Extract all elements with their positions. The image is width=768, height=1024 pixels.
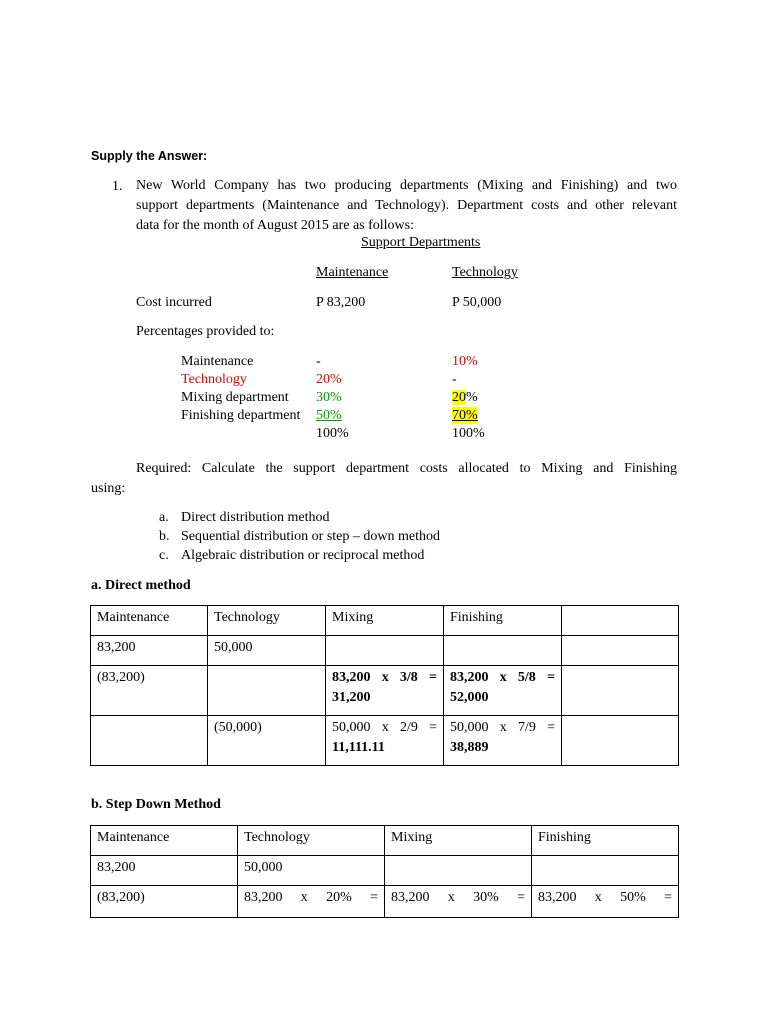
- cell: (50,000): [208, 716, 326, 766]
- cell: (83,200): [91, 886, 238, 918]
- header-cell: Maintenance: [91, 606, 208, 636]
- col-technology-header: Technology: [452, 265, 518, 280]
- cell: [91, 716, 208, 766]
- pct-maint-value: 50%: [316, 408, 342, 423]
- formula-line: [332, 668, 437, 688]
- header-cell: Finishing: [444, 606, 562, 636]
- formula-result: 31,200: [332, 690, 371, 705]
- operator: =: [547, 670, 555, 685]
- formula-line: [244, 888, 378, 908]
- header-cell: Finishing: [532, 826, 679, 856]
- formula-cell: [444, 666, 562, 716]
- cost-technology-value: P 50,000: [452, 295, 502, 310]
- table-header-row: [91, 606, 679, 636]
- statement-line-3: data for the month of August 2015 are as follows:: [136, 218, 415, 233]
- pct-row-label: Mixing department: [181, 390, 289, 405]
- method-letter: c.: [159, 548, 169, 563]
- method-letter: b.: [159, 529, 170, 544]
- table-row: [91, 856, 679, 886]
- cell: (83,200): [91, 666, 208, 716]
- operand: 2/9: [399, 720, 418, 735]
- operator: =: [517, 890, 525, 905]
- header-cell: Mixing: [385, 826, 532, 856]
- operand: 50,000: [332, 720, 371, 735]
- cell: 50,000: [238, 856, 385, 886]
- operand: 50%: [620, 890, 646, 905]
- formula-cell: [532, 886, 679, 918]
- operand: 5/8: [517, 670, 536, 685]
- header-cell: Mixing: [326, 606, 444, 636]
- cell: 83,200: [91, 636, 208, 666]
- operand: 3/8: [399, 670, 418, 685]
- pct-tech-value: [452, 389, 478, 406]
- support-departments-header: Support Departments: [361, 235, 481, 250]
- pct-row-label: Finishing department: [181, 408, 301, 423]
- operator: x: [300, 890, 308, 905]
- header-cell: Technology: [208, 606, 326, 636]
- cost-maintenance-value: P 83,200: [316, 295, 366, 310]
- formula-cell: [326, 666, 444, 716]
- pct-maint-value: -: [316, 354, 321, 369]
- pct-tech-value: 70%: [452, 408, 478, 423]
- operator: =: [429, 670, 437, 685]
- formula-line: [332, 718, 437, 738]
- operator: x: [381, 720, 389, 735]
- section-heading: Supply the Answer:: [91, 149, 208, 163]
- stepdown-method-title: b. Step Down Method: [91, 797, 221, 812]
- cell: [562, 666, 679, 716]
- cell: [208, 666, 326, 716]
- header-cell: Maintenance: [91, 826, 238, 856]
- formula-line: [450, 718, 555, 738]
- operand: 20%: [326, 890, 352, 905]
- col-maintenance-header: Maintenance: [316, 265, 389, 280]
- formula-line: [450, 668, 555, 688]
- operand: 83,200: [538, 890, 577, 905]
- operand: 83,200: [450, 670, 489, 685]
- operator: =: [547, 720, 555, 735]
- percent-sign: %: [466, 390, 478, 405]
- direct-method-title: a. Direct method: [91, 578, 191, 593]
- table-row: [91, 886, 679, 918]
- total-maint-value: 100%: [316, 426, 349, 441]
- pct-maint-value: 20%: [316, 372, 342, 387]
- operand: 30%: [473, 890, 499, 905]
- operand: 83,200: [332, 670, 371, 685]
- highlighted-digits: 20: [452, 390, 466, 405]
- problem-statement: [136, 176, 677, 236]
- table-header-row: [91, 826, 679, 856]
- cell: [385, 856, 532, 886]
- required-line-2: using:: [91, 481, 126, 496]
- pct-row-label: Technology: [181, 372, 247, 387]
- total-tech-value: 100%: [452, 426, 485, 441]
- operand: 50,000: [450, 720, 489, 735]
- formula-cell: [444, 716, 562, 766]
- formula-cell: [238, 886, 385, 918]
- cell: [444, 636, 562, 666]
- cell: [562, 636, 679, 666]
- formula-cell: [326, 716, 444, 766]
- formula-cell: [385, 886, 532, 918]
- operator: =: [664, 890, 672, 905]
- operator: x: [381, 670, 389, 685]
- formula-line: [538, 888, 672, 908]
- cell: [326, 636, 444, 666]
- operator: x: [594, 890, 602, 905]
- operand: 83,200: [391, 890, 430, 905]
- statement-line-2: support departments (Maintenance and Technology). Department costs and other relevant: [136, 198, 677, 213]
- table-row: [91, 666, 679, 716]
- operator: =: [370, 890, 378, 905]
- pct-tech-value: -: [452, 372, 457, 387]
- operand: 7/9: [517, 720, 536, 735]
- required-line-1: Required: Calculate the support department costs allocated to Mixing and Finishing: [136, 461, 677, 476]
- pct-row-label: Maintenance: [181, 354, 254, 369]
- cell: 83,200: [91, 856, 238, 886]
- problem-number: 1.: [112, 179, 123, 194]
- stepdown-method-table: [90, 825, 679, 918]
- operator: x: [499, 670, 507, 685]
- header-cell: [562, 606, 679, 636]
- table-row: [91, 716, 679, 766]
- operator: x: [499, 720, 507, 735]
- operand: 83,200: [244, 890, 283, 905]
- statement-line-1: New World Company has two producing departments (Mixing and Finishing) and two: [136, 178, 677, 193]
- operator: x: [447, 890, 455, 905]
- operator: =: [429, 720, 437, 735]
- cell: [562, 716, 679, 766]
- pct-tech-value: 10%: [452, 354, 478, 369]
- method-letter: a.: [159, 510, 169, 525]
- header-cell: Technology: [238, 826, 385, 856]
- formula-line: [391, 888, 525, 908]
- pct-maint-value: 30%: [316, 390, 342, 405]
- method-item: Algebraic distribution or reciprocal method: [181, 548, 425, 563]
- formula-result: 38,889: [450, 740, 489, 755]
- cost-incurred-label: Cost incurred: [136, 295, 212, 310]
- formula-result: 11,111.11: [332, 740, 385, 755]
- formula-result: 52,000: [450, 690, 489, 705]
- cell: [532, 856, 679, 886]
- cell: 50,000: [208, 636, 326, 666]
- direct-method-table: [90, 605, 679, 766]
- percentages-label: Percentages provided to:: [136, 324, 275, 339]
- method-item: Sequential distribution or step – down method: [181, 529, 440, 544]
- method-item: Direct distribution method: [181, 510, 330, 525]
- table-row: [91, 636, 679, 666]
